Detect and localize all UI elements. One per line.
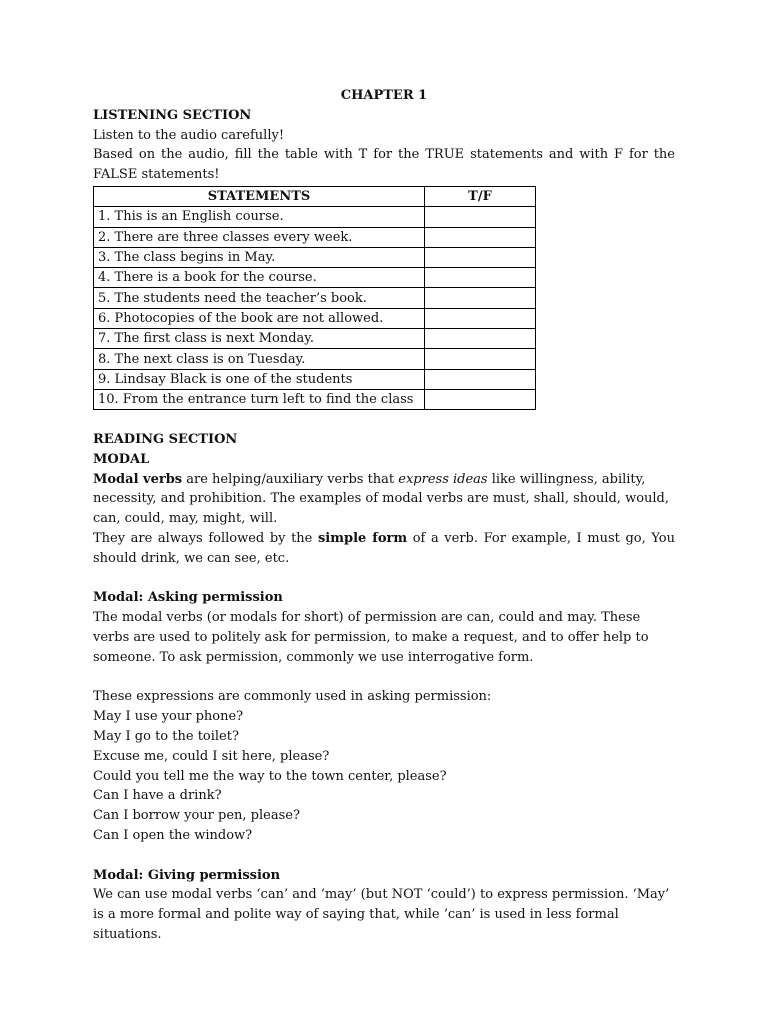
spacer xyxy=(93,410,675,430)
tf-header: T/F xyxy=(425,186,536,206)
statement-cell: 8. The next class is on Tuesday. xyxy=(94,349,425,369)
tf-answer-cell[interactable] xyxy=(425,349,536,369)
simple-form-paragraph xyxy=(93,529,675,569)
table-header-row xyxy=(94,186,536,206)
table-row xyxy=(94,227,536,247)
listening-instruction-2: Based on the audio, fill the table with T for the TRUE statements and with F for the FALSE statements! xyxy=(93,147,675,183)
chapter-title: CHAPTER 1 xyxy=(340,88,428,103)
table-row xyxy=(94,329,536,349)
listening-instruction-1: Listen to the audio carefully! xyxy=(93,127,285,143)
statement-cell: 3. The class begins in May. xyxy=(94,247,425,267)
tf-answer-cell[interactable] xyxy=(425,227,536,247)
tf-answer-cell[interactable] xyxy=(425,288,536,308)
statement-cell: 10. From the entrance turn left to find the class xyxy=(94,389,425,409)
table-row xyxy=(94,389,536,409)
modal-verbs-term: Modal verbs xyxy=(93,471,183,487)
asking-permission-paragraph: The modal verbs (or modals for short) of permission are can, could and may. These verbs are used to politely ask for permission, to make a request, and to offer help to someone. To ask permission, commonly we use interrogative form. xyxy=(93,610,649,665)
table-row xyxy=(94,268,536,288)
paragraph-text: like willingness, ability, necessity, and prohibition. The examples of modal verbs are must, shall, should, would, can, could, may, might, will. xyxy=(93,471,670,527)
spacer xyxy=(93,569,675,589)
paragraph-text: They are always followed by the xyxy=(93,531,318,547)
tf-answer-cell[interactable] xyxy=(425,308,536,328)
permission-example: Could you tell me the way to the town center, please? xyxy=(93,768,447,784)
statement-cell: 4. There is a book for the course. xyxy=(94,268,425,288)
modal-subheading: MODAL xyxy=(93,451,150,467)
permission-example: Can I borrow your pen, please? xyxy=(93,808,300,824)
statement-cell: 7. The first class is next Monday. xyxy=(94,329,425,349)
simple-form-term: simple form xyxy=(317,531,408,547)
tf-answer-cell[interactable] xyxy=(425,207,536,227)
table-row xyxy=(94,308,536,328)
statement-cell: 6. Photocopies of the book are not allowed. xyxy=(94,308,425,328)
statement-cell: 9. Lindsay Black is one of the students xyxy=(94,369,425,389)
tf-answer-cell[interactable] xyxy=(425,389,536,409)
giving-permission-heading: Modal: Giving permission xyxy=(93,867,281,883)
asking-permission-intro: These expressions are commonly used in asking permission: xyxy=(93,689,492,705)
emphasis-text: express ideas xyxy=(398,471,488,487)
listening-heading: LISTENING SECTION xyxy=(93,107,252,123)
table-row xyxy=(94,349,536,369)
paragraph-text: are helping/auxiliary verbs that xyxy=(182,471,399,487)
statement-cell: 2. There are three classes every week. xyxy=(94,227,425,247)
tf-answer-cell[interactable] xyxy=(425,329,536,349)
tf-answer-cell[interactable] xyxy=(425,247,536,267)
permission-example: May I use your phone? xyxy=(93,709,244,725)
statement-cell: 1. This is an English course. xyxy=(94,207,425,227)
reading-heading: READING SECTION xyxy=(93,432,238,448)
table-row xyxy=(94,288,536,308)
statements-table xyxy=(93,186,536,410)
table-row xyxy=(94,207,536,227)
table-row xyxy=(94,369,536,389)
spacer xyxy=(93,846,675,866)
statements-header: STATEMENTS xyxy=(94,186,425,206)
asking-permission-heading: Modal: Asking permission xyxy=(93,590,283,606)
permission-example: Can I open the window? xyxy=(93,827,253,843)
document-content xyxy=(93,86,675,945)
modal-verbs-paragraph xyxy=(93,470,675,529)
permission-example: May I go to the toilet? xyxy=(93,729,239,744)
tf-answer-cell[interactable] xyxy=(425,369,536,389)
paragraph-text: of a verb. For example, I must go, You should drink, we can see, etc. xyxy=(93,531,675,566)
permission-example: Can I have a drink? xyxy=(93,788,222,804)
table-row xyxy=(94,247,536,267)
statement-cell: 5. The students need the teacher’s book. xyxy=(94,288,425,308)
spacer xyxy=(93,668,675,688)
tf-answer-cell[interactable] xyxy=(425,268,536,288)
giving-permission-paragraph: We can use modal verbs ‘can’ and ‘may’ (but NOT ‘could’) to express permission. ‘May’ is a more formal and polite way of saying that, while ‘can’ is used in less formal situations. xyxy=(93,887,670,942)
permission-example: Excuse me, could I sit here, please? xyxy=(93,748,330,764)
